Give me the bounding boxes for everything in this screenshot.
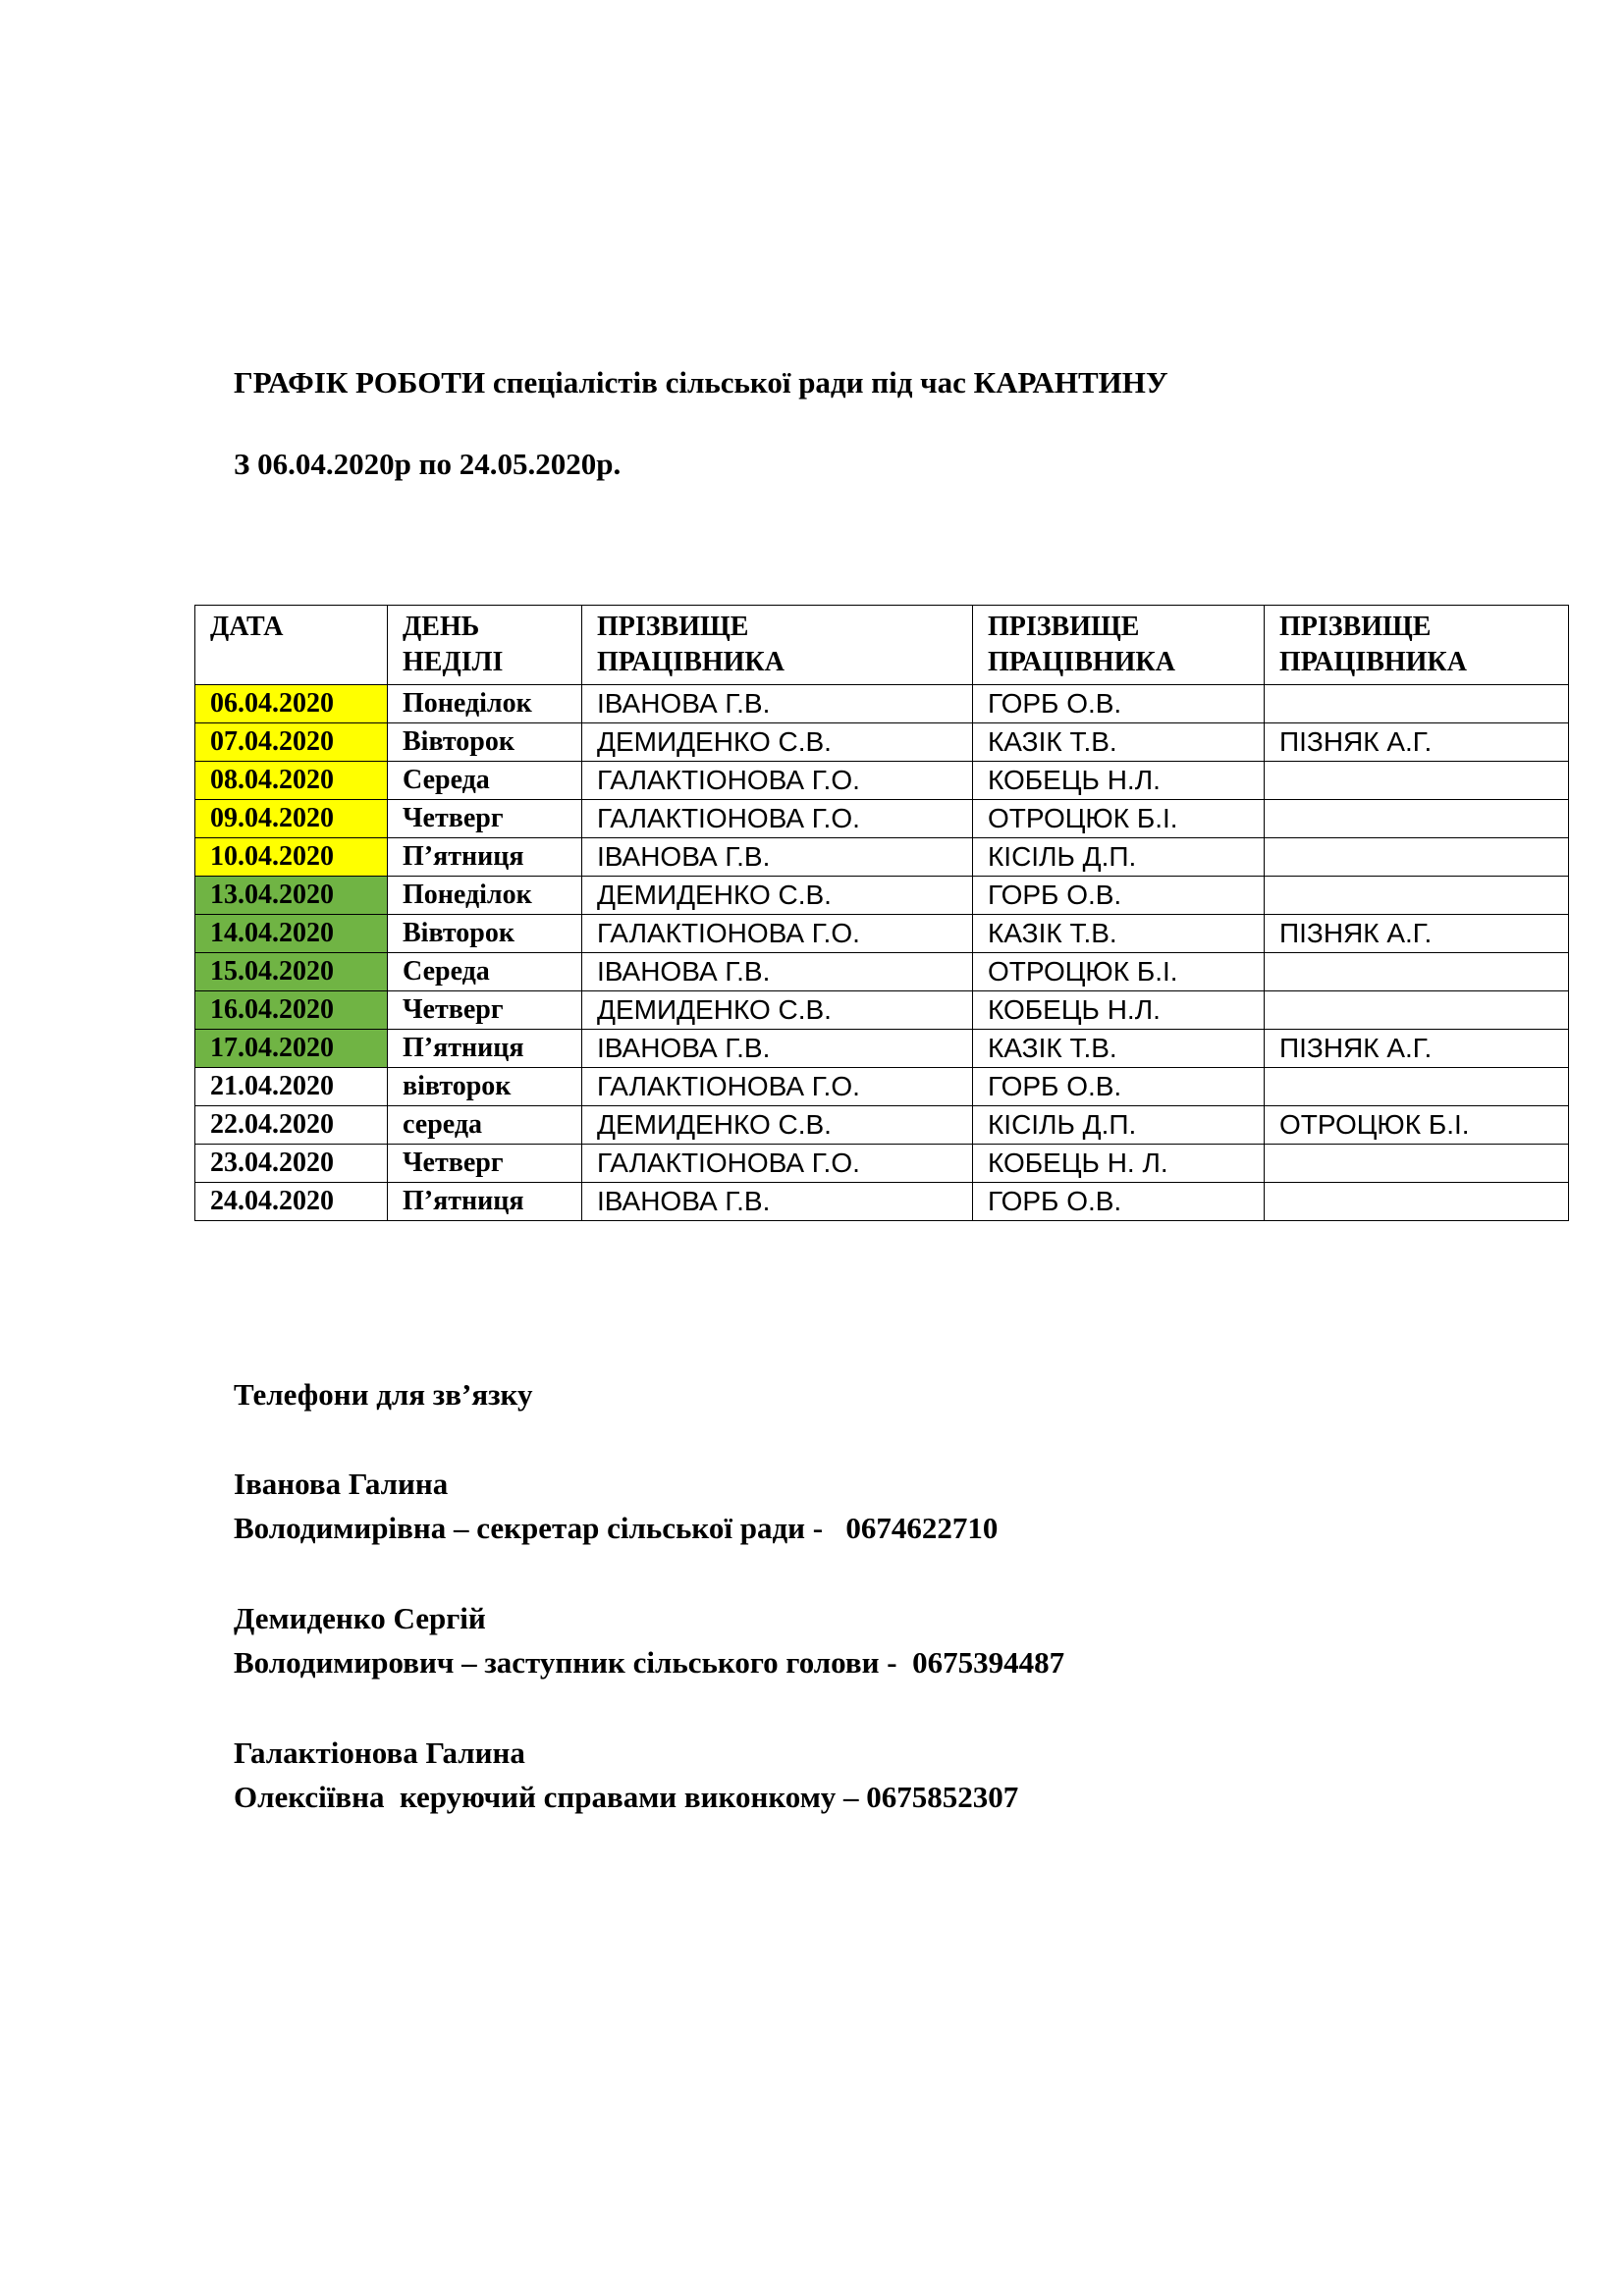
table-row bbox=[195, 1145, 1569, 1183]
date-cell: 23.04.2020 bbox=[195, 1145, 388, 1183]
contact-role-phone: Володимирович – заступник сільського голови - 0675394487 bbox=[234, 1645, 1065, 1680]
contacts-section bbox=[234, 1374, 1064, 1865]
date-cell: 08.04.2020 bbox=[195, 762, 388, 800]
table-row bbox=[195, 1068, 1569, 1106]
table-row bbox=[195, 762, 1569, 800]
date-cell: 22.04.2020 bbox=[195, 1106, 388, 1145]
contact-name: Іванова Галина bbox=[234, 1467, 449, 1501]
employee-3-cell bbox=[1265, 685, 1569, 723]
table-row bbox=[195, 723, 1569, 762]
employee-3-cell bbox=[1265, 991, 1569, 1030]
schedule-body bbox=[195, 685, 1569, 1221]
contact-role-phone: Олексіївна керуючий справами виконкому – 0675852307 bbox=[234, 1780, 1019, 1814]
employee-1-cell: ІВАНОВА Г.В. bbox=[582, 953, 973, 991]
employee-1-cell: ГАЛАКТІОНОВА Г.О. bbox=[582, 762, 973, 800]
header-employee-3: ПРІЗВИЩЕ ПРАЦІВНИКА bbox=[1265, 606, 1569, 685]
date-cell: 16.04.2020 bbox=[195, 991, 388, 1030]
weekday-cell: середа bbox=[388, 1106, 582, 1145]
employee-3-cell bbox=[1265, 953, 1569, 991]
employee-3-cell: ПІЗНЯК А.Г. bbox=[1265, 1030, 1569, 1068]
table-row bbox=[195, 800, 1569, 838]
date-cell: 24.04.2020 bbox=[195, 1183, 388, 1221]
table-row bbox=[195, 1106, 1569, 1145]
table-row bbox=[195, 1183, 1569, 1221]
employee-2-cell: КОБЕЦЬ Н.Л. bbox=[973, 991, 1265, 1030]
weekday-cell: Середа bbox=[388, 953, 582, 991]
table-row bbox=[195, 953, 1569, 991]
table-row bbox=[195, 877, 1569, 915]
employee-1-cell: ІВАНОВА Г.В. bbox=[582, 838, 973, 877]
contact-entry bbox=[234, 1462, 1064, 1550]
document-title: ГРАФІК РОБОТИ спеціалістів сільської ради під час КАРАНТИНУ bbox=[234, 365, 1168, 400]
employee-1-cell: ГАЛАКТІОНОВА Г.О. bbox=[582, 1145, 973, 1183]
weekday-cell: Четверг bbox=[388, 1145, 582, 1183]
employee-3-cell bbox=[1265, 877, 1569, 915]
employee-3-cell bbox=[1265, 1145, 1569, 1183]
employee-1-cell: ГАЛАКТІОНОВА Г.О. bbox=[582, 800, 973, 838]
date-cell: 14.04.2020 bbox=[195, 915, 388, 953]
table-row bbox=[195, 838, 1569, 877]
contact-role-phone: Володимирівна – секретар сільської ради - 0674622710 bbox=[234, 1511, 999, 1545]
employee-1-cell: ДЕМИДЕНКО С.В. bbox=[582, 1106, 973, 1145]
weekday-cell: Середа bbox=[388, 762, 582, 800]
employee-2-cell: ГОРБ О.В. bbox=[973, 1068, 1265, 1106]
employee-1-cell: ДЕМИДЕНКО С.В. bbox=[582, 877, 973, 915]
employee-1-cell: ІВАНОВА Г.В. bbox=[582, 685, 973, 723]
employee-3-cell bbox=[1265, 800, 1569, 838]
table-header-row bbox=[195, 606, 1569, 685]
date-cell: 09.04.2020 bbox=[195, 800, 388, 838]
header-day: ДЕНЬ НЕДІЛІ bbox=[388, 606, 582, 685]
employee-1-cell: ГАЛАКТІОНОВА Г.О. bbox=[582, 915, 973, 953]
employee-1-cell: ДЕМИДЕНКО С.В. bbox=[582, 991, 973, 1030]
date-cell: 06.04.2020 bbox=[195, 685, 388, 723]
weekday-cell: Вівторок bbox=[388, 915, 582, 953]
header-employee-2: ПРІЗВИЩЕ ПРАЦІВНИКА bbox=[973, 606, 1265, 685]
employee-3-cell bbox=[1265, 1068, 1569, 1106]
contact-name: Демиденко Сергій bbox=[234, 1601, 486, 1635]
weekday-cell: П’ятниця bbox=[388, 1183, 582, 1221]
date-cell: 17.04.2020 bbox=[195, 1030, 388, 1068]
header-employee-1: ПРІЗВИЩЕ ПРАЦІВНИКА bbox=[582, 606, 973, 685]
employee-2-cell: КІСІЛЬ Д.П. bbox=[973, 1106, 1265, 1145]
employee-2-cell: КАЗІК Т.В. bbox=[973, 1030, 1265, 1068]
date-cell: 15.04.2020 bbox=[195, 953, 388, 991]
contact-name: Галактіонова Галина bbox=[234, 1735, 525, 1770]
header-date: ДАТА bbox=[195, 606, 388, 685]
weekday-cell: Вівторок bbox=[388, 723, 582, 762]
weekday-cell: П’ятниця bbox=[388, 1030, 582, 1068]
weekday-cell: вівторок bbox=[388, 1068, 582, 1106]
employee-3-cell: ПІЗНЯК А.Г. bbox=[1265, 723, 1569, 762]
employee-3-cell: ОТРОЦЮК Б.І. bbox=[1265, 1106, 1569, 1145]
contact-entry bbox=[234, 1731, 1064, 1819]
weekday-cell: Понеділок bbox=[388, 685, 582, 723]
table-row bbox=[195, 915, 1569, 953]
date-cell: 21.04.2020 bbox=[195, 1068, 388, 1106]
contact-entry bbox=[234, 1596, 1064, 1684]
table-row bbox=[195, 991, 1569, 1030]
weekday-cell: Четверг bbox=[388, 800, 582, 838]
document-period: З 06.04.2020р по 24.05.2020р. bbox=[234, 447, 622, 481]
employee-3-cell bbox=[1265, 838, 1569, 877]
employee-2-cell: КОБЕЦЬ Н.Л. bbox=[973, 762, 1265, 800]
date-cell: 07.04.2020 bbox=[195, 723, 388, 762]
employee-2-cell: ОТРОЦЮК Б.І. bbox=[973, 953, 1265, 991]
employee-1-cell: ГАЛАКТІОНОВА Г.О. bbox=[582, 1068, 973, 1106]
employee-2-cell: КОБЕЦЬ Н. Л. bbox=[973, 1145, 1265, 1183]
employee-1-cell: ІВАНОВА Г.В. bbox=[582, 1183, 973, 1221]
contacts-heading: Телефони для зв’язку bbox=[234, 1377, 533, 1412]
employee-2-cell: ОТРОЦЮК Б.І. bbox=[973, 800, 1265, 838]
date-cell: 10.04.2020 bbox=[195, 838, 388, 877]
weekday-cell: Понеділок bbox=[388, 877, 582, 915]
table-row bbox=[195, 685, 1569, 723]
table-row bbox=[195, 1030, 1569, 1068]
employee-2-cell: КІСІЛЬ Д.П. bbox=[973, 838, 1265, 877]
employee-1-cell: ІВАНОВА Г.В. bbox=[582, 1030, 973, 1068]
schedule-table bbox=[194, 605, 1569, 1221]
weekday-cell: Четверг bbox=[388, 991, 582, 1030]
employee-2-cell: КАЗІК Т.В. bbox=[973, 723, 1265, 762]
employee-2-cell: ГОРБ О.В. bbox=[973, 1183, 1265, 1221]
employee-3-cell: ПІЗНЯК А.Г. bbox=[1265, 915, 1569, 953]
employee-2-cell: КАЗІК Т.В. bbox=[973, 915, 1265, 953]
employee-2-cell: ГОРБ О.В. bbox=[973, 877, 1265, 915]
weekday-cell: П’ятниця bbox=[388, 838, 582, 877]
employee-2-cell: ГОРБ О.В. bbox=[973, 685, 1265, 723]
employee-3-cell bbox=[1265, 762, 1569, 800]
date-cell: 13.04.2020 bbox=[195, 877, 388, 915]
employee-1-cell: ДЕМИДЕНКО С.В. bbox=[582, 723, 973, 762]
employee-3-cell bbox=[1265, 1183, 1569, 1221]
